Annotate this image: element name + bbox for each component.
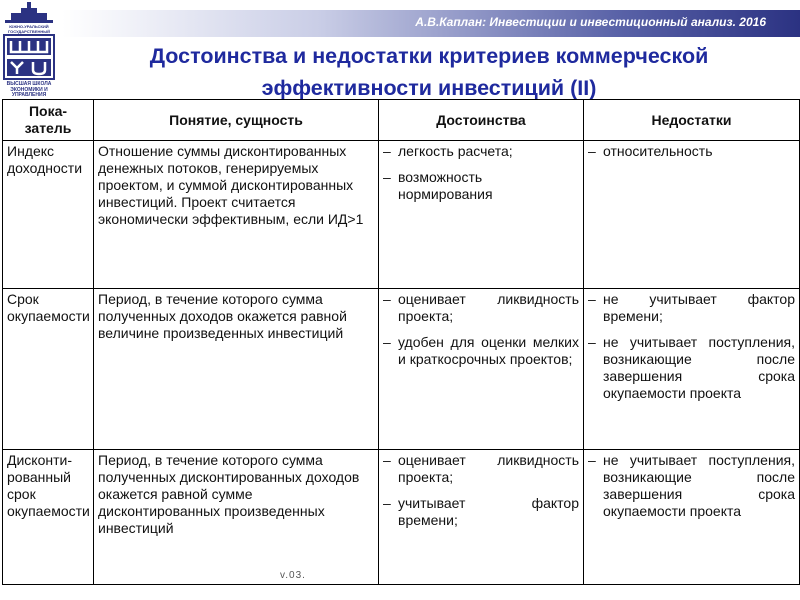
dash-bullet-icon: – xyxy=(588,334,596,350)
header-advantages: Достоинства xyxy=(379,100,584,141)
indicator-cell: Индекс доходности xyxy=(3,141,94,289)
list-item: – относительность xyxy=(588,143,713,159)
dash-bullet-icon: – xyxy=(588,143,596,159)
hsem-logo-mark-icon xyxy=(3,34,55,80)
logo-caption-bottom: ВЫСШАЯ ШКОЛА ЭКОНОМИКИ И УПРАВЛЕНИЯ xyxy=(6,81,52,98)
disadvantages-cell xyxy=(584,289,800,450)
advantages-cell xyxy=(379,141,584,289)
concept-cell: Период, в течение которого сумма полученных дисконтированных доходов окажется равной сумме дисконтированных произведенных инвестиций xyxy=(94,450,379,585)
list-item: – возможность нормирования xyxy=(383,169,493,202)
list-item: – оценивает ликвидность проекта; xyxy=(383,291,579,324)
title-line-1: Достоинства и недостатки критериев коммерческой xyxy=(149,44,709,68)
version-label: v.03. xyxy=(280,570,306,581)
dash-bullet-icon: – xyxy=(383,169,391,185)
list-item: – учитывает фактор времени; xyxy=(383,495,579,528)
list-item: – не учитывает фактор времени; xyxy=(588,291,795,324)
concept-cell: Период, в течение которого сумма полученных доходов окажется равной величине произведенных инвестиций xyxy=(94,289,379,450)
list-item: – не учитывает поступления, возникающие после завершения срока окупаемости проекта xyxy=(588,334,795,401)
dash-bullet-icon: – xyxy=(383,495,391,511)
list-item: – не учитывает поступления, возникающие после завершения срока окупаемости проекта xyxy=(588,452,795,519)
header-concept: Понятие, сущность xyxy=(94,100,379,141)
criteria-table xyxy=(2,99,800,585)
dash-bullet-icon: – xyxy=(588,452,596,468)
table-row xyxy=(3,450,800,585)
dash-bullet-icon: – xyxy=(383,452,391,468)
indicator-cell: Срок окупаемости xyxy=(3,289,94,450)
dash-bullet-icon: – xyxy=(383,334,391,350)
university-logo xyxy=(0,0,58,96)
list-item: – оценивает ликвидность проекта; xyxy=(383,452,579,485)
logo-caption-top: ЮЖНО-УРАЛЬСКИЙ ГОСУДАРСТВЕННЫЙ xyxy=(7,24,51,34)
table-row xyxy=(3,289,800,450)
header-bar xyxy=(62,10,800,37)
advantages-cell xyxy=(379,289,584,450)
slide-title xyxy=(58,40,800,104)
dash-bullet-icon: – xyxy=(383,291,391,307)
title-line-2: эффективности инвестиций (II) xyxy=(261,76,597,100)
university-building-icon xyxy=(3,2,55,24)
list-item: – легкость расчета; xyxy=(383,143,513,159)
concept-cell: Отношение суммы дисконтированных денежных потоков, генерируемых проектом, и суммой дисконтированных инвестиций. Проект считается экономически эффективным, если ИД>1 xyxy=(94,141,379,289)
dash-bullet-icon: – xyxy=(588,291,596,307)
disadvantages-cell xyxy=(584,141,800,289)
header-disadvantages: Недостатки xyxy=(584,100,800,141)
indicator-cell: Дисконти-рованный срок окупаемости xyxy=(3,450,94,585)
header-indicator: Пока-затель xyxy=(3,100,94,141)
table-row xyxy=(3,141,800,289)
disadvantages-cell xyxy=(584,450,800,585)
advantages-cell xyxy=(379,450,584,585)
dash-bullet-icon: – xyxy=(383,143,391,159)
table-header-row xyxy=(3,100,800,141)
list-item: – удобен для оценки мелких и краткосрочных проектов; xyxy=(383,334,579,367)
author-line: А.В.Каплан: Инвестиции и инвестиционный анализ. 2016 xyxy=(415,15,766,29)
